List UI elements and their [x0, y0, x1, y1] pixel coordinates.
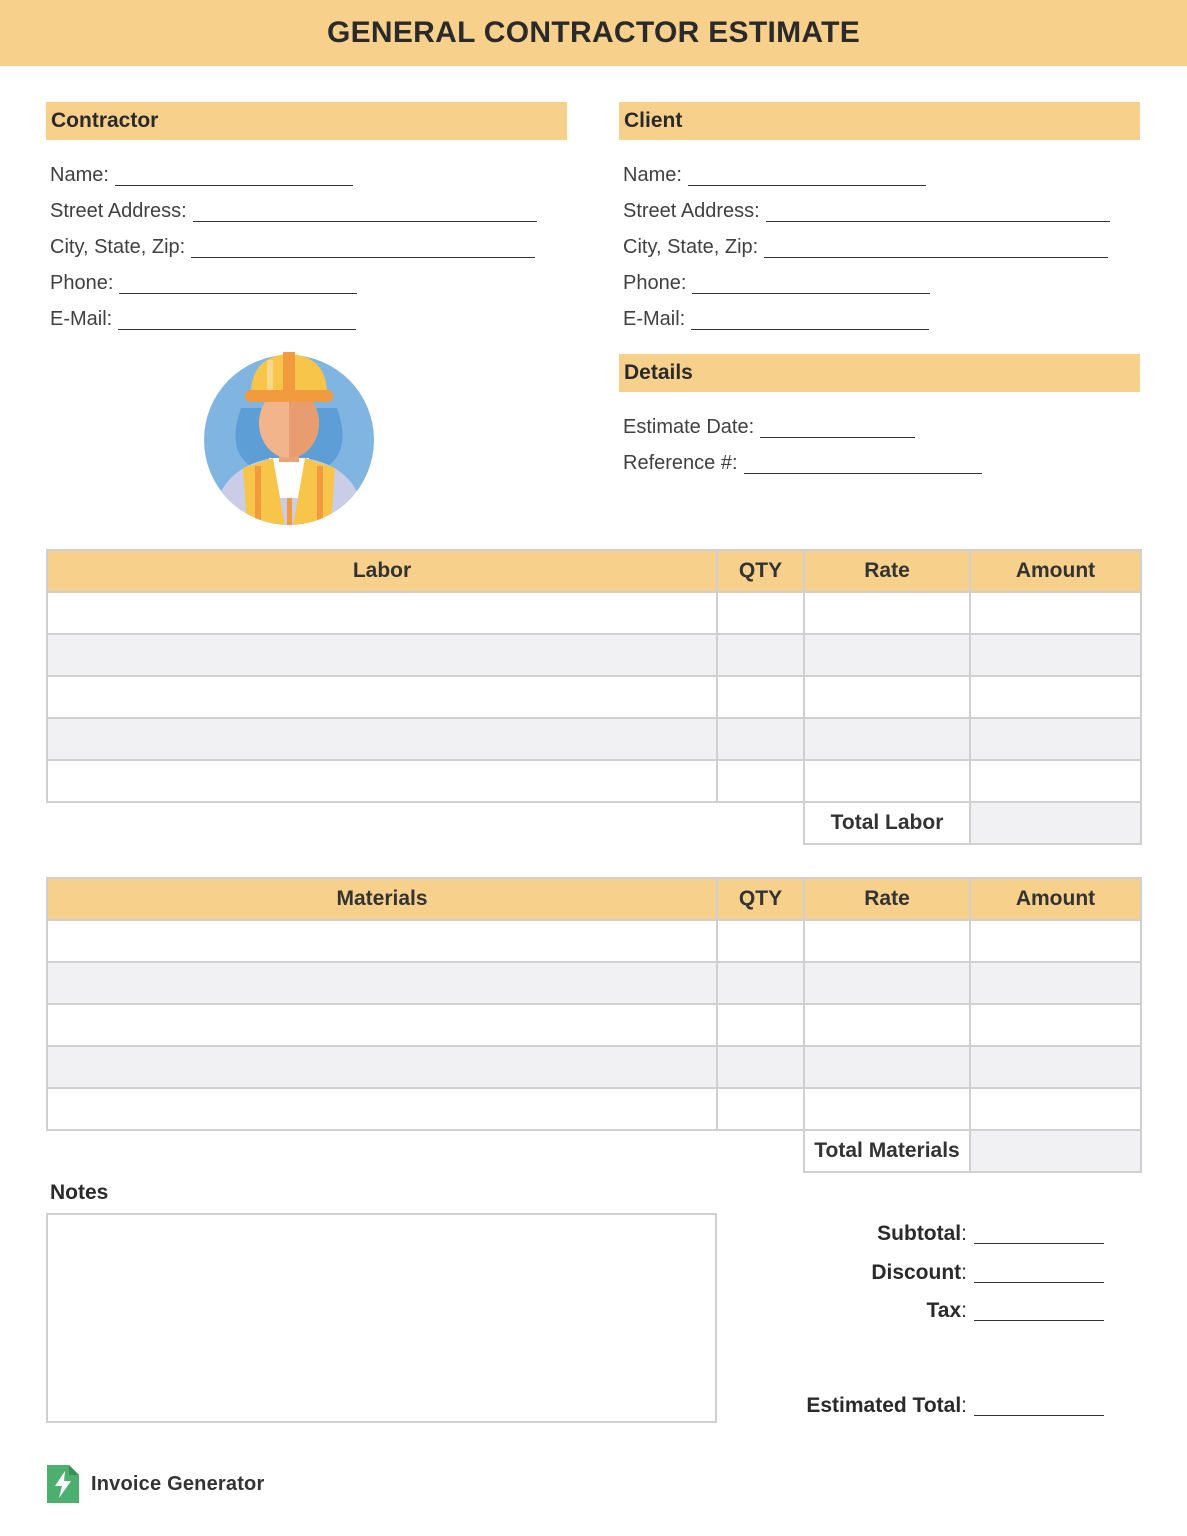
labor-col-amount: Amount: [970, 550, 1141, 592]
labor-total-spacer: [47, 802, 804, 844]
client-email-field[interactable]: [623, 305, 929, 331]
materials-col-qty: QTY: [717, 878, 804, 920]
client-street-field[interactable]: [623, 197, 1110, 223]
client-street-line[interactable]: [766, 202, 1110, 222]
labor-cell[interactable]: [970, 592, 1141, 634]
materials-col-amount: Amount: [970, 878, 1141, 920]
contractor-street-label: Street Address:: [50, 200, 187, 222]
materials-cell[interactable]: [717, 1088, 804, 1130]
labor-cell[interactable]: [717, 592, 804, 634]
estimated-total-label: Estimated Total: [806, 1394, 962, 1417]
materials-cell[interactable]: [47, 1046, 717, 1088]
client-city-label: City, State, Zip:: [623, 236, 759, 258]
tax-label: Tax: [926, 1299, 962, 1322]
contractor-street-field[interactable]: [50, 197, 537, 223]
client-street-label: Street Address:: [623, 200, 760, 222]
table-row: [47, 920, 1141, 962]
estimated-total-field[interactable]: [760, 1390, 1104, 1418]
labor-cell[interactable]: [804, 592, 970, 634]
materials-header-row: [47, 878, 1141, 920]
table-row: [47, 718, 1141, 760]
labor-cell[interactable]: [804, 634, 970, 676]
labor-col-qty: QTY: [717, 550, 804, 592]
labor-cell[interactable]: [970, 676, 1141, 718]
construction-worker-icon: [203, 348, 375, 526]
labor-header-row: [47, 550, 1141, 592]
client-phone-label: Phone:: [623, 272, 687, 294]
contractor-email-label: E-Mail:: [50, 308, 113, 330]
contractor-phone-field[interactable]: [50, 269, 357, 295]
tax-colon: :: [961, 1299, 967, 1322]
materials-cell[interactable]: [970, 1004, 1141, 1046]
table-row: [47, 1046, 1141, 1088]
labor-cell[interactable]: [47, 592, 717, 634]
notes-textarea[interactable]: [46, 1213, 717, 1423]
materials-cell[interactable]: [970, 920, 1141, 962]
labor-total-row: [47, 802, 1141, 844]
estimate-date-label: Estimate Date:: [623, 416, 755, 438]
materials-cell[interactable]: [717, 920, 804, 962]
estimated-total-colon: :: [961, 1394, 967, 1417]
contractor-name-label: Name:: [50, 164, 109, 186]
discount-label: Discount: [871, 1261, 962, 1284]
labor-cell[interactable]: [47, 760, 717, 802]
labor-cell[interactable]: [804, 718, 970, 760]
total-labor-value[interactable]: [970, 802, 1141, 844]
labor-cell[interactable]: [47, 676, 717, 718]
table-row: [47, 1004, 1141, 1046]
materials-cell[interactable]: [970, 1046, 1141, 1088]
table-row: [47, 592, 1141, 634]
client-phone-line[interactable]: [692, 274, 930, 294]
materials-cell[interactable]: [47, 920, 717, 962]
contractor-name-field[interactable]: [50, 161, 353, 187]
materials-cell[interactable]: [804, 962, 970, 1004]
estimated-total-line[interactable]: [974, 1396, 1104, 1416]
materials-col-rate: Rate: [804, 878, 970, 920]
materials-cell[interactable]: [47, 1088, 717, 1130]
estimate-date-line[interactable]: [760, 418, 915, 438]
contractor-email-line[interactable]: [118, 310, 356, 330]
materials-cell[interactable]: [804, 920, 970, 962]
materials-cell[interactable]: [717, 962, 804, 1004]
contractor-street-line[interactable]: [193, 202, 537, 222]
contractor-phone-line[interactable]: [119, 274, 357, 294]
client-heading: Client: [619, 102, 1140, 140]
client-city-line[interactable]: [764, 238, 1108, 258]
client-name-label: Name:: [623, 164, 682, 186]
labor-cell[interactable]: [717, 760, 804, 802]
contractor-city-field[interactable]: [50, 233, 535, 259]
tax-field[interactable]: [760, 1295, 1104, 1323]
labor-cell[interactable]: [970, 634, 1141, 676]
total-materials-label: Total Materials: [804, 1130, 970, 1172]
materials-cell[interactable]: [717, 1004, 804, 1046]
discount-field[interactable]: [760, 1257, 1104, 1285]
total-materials-value[interactable]: [970, 1130, 1141, 1172]
materials-cell[interactable]: [804, 1088, 970, 1130]
materials-total-spacer: [47, 1130, 804, 1172]
contractor-email-field[interactable]: [50, 305, 356, 331]
labor-cell[interactable]: [47, 634, 717, 676]
labor-table: [46, 549, 1142, 845]
details-heading: Details: [619, 354, 1140, 392]
labor-cell[interactable]: [804, 760, 970, 802]
client-phone-field[interactable]: [623, 269, 930, 295]
subtotal-colon: :: [961, 1222, 967, 1245]
estimate-date-field[interactable]: [623, 413, 915, 439]
contractor-city-label: City, State, Zip:: [50, 236, 186, 258]
labor-cell[interactable]: [717, 634, 804, 676]
contractor-city-line[interactable]: [191, 238, 535, 258]
materials-cell[interactable]: [47, 1004, 717, 1046]
reference-label: Reference #:: [623, 452, 738, 474]
labor-cell[interactable]: [717, 718, 804, 760]
lightning-bolt-icon: [47, 1465, 79, 1503]
materials-table: [46, 877, 1142, 1173]
contractor-heading: Contractor: [46, 102, 567, 140]
labor-cell[interactable]: [804, 676, 970, 718]
table-row: [47, 676, 1141, 718]
subtotal-field[interactable]: [760, 1218, 1104, 1246]
client-name-field[interactable]: [623, 161, 926, 187]
materials-cell[interactable]: [804, 1046, 970, 1088]
materials-cell[interactable]: [804, 1004, 970, 1046]
client-email-label: E-Mail:: [623, 308, 686, 330]
materials-col-description: Materials: [47, 878, 717, 920]
labor-col-description: Labor: [47, 550, 717, 592]
discount-line[interactable]: [974, 1263, 1104, 1283]
contractor-name-line[interactable]: [115, 166, 353, 186]
reference-line[interactable]: [744, 454, 982, 474]
table-row: [47, 1088, 1141, 1130]
client-city-field[interactable]: [623, 233, 1108, 259]
contractor-phone-label: Phone:: [50, 272, 114, 294]
table-row: [47, 760, 1141, 802]
client-name-line[interactable]: [688, 166, 926, 186]
materials-cell[interactable]: [47, 962, 717, 1004]
table-row: [47, 634, 1141, 676]
labor-col-rate: Rate: [804, 550, 970, 592]
total-labor-label: Total Labor: [804, 802, 970, 844]
discount-colon: :: [961, 1261, 967, 1284]
materials-cell[interactable]: [717, 1046, 804, 1088]
reference-field[interactable]: [623, 449, 982, 475]
labor-cell[interactable]: [717, 676, 804, 718]
brand-name: Invoice Generator: [91, 1472, 265, 1495]
table-row: [47, 962, 1141, 1004]
title-bar: [0, 0, 1187, 66]
tax-line[interactable]: [974, 1301, 1104, 1321]
materials-total-row: [47, 1130, 1141, 1172]
client-email-line[interactable]: [691, 310, 929, 330]
materials-cell[interactable]: [970, 962, 1141, 1004]
labor-cell[interactable]: [970, 718, 1141, 760]
subtotal-line[interactable]: [974, 1224, 1104, 1244]
labor-cell[interactable]: [970, 760, 1141, 802]
page-title: GENERAL CONTRACTOR ESTIMATE: [326, 16, 861, 49]
brand-footer: [47, 1465, 264, 1503]
labor-cell[interactable]: [47, 718, 717, 760]
materials-cell[interactable]: [970, 1088, 1141, 1130]
notes-label: Notes: [50, 1181, 109, 1204]
subtotal-label: Subtotal: [877, 1222, 962, 1245]
